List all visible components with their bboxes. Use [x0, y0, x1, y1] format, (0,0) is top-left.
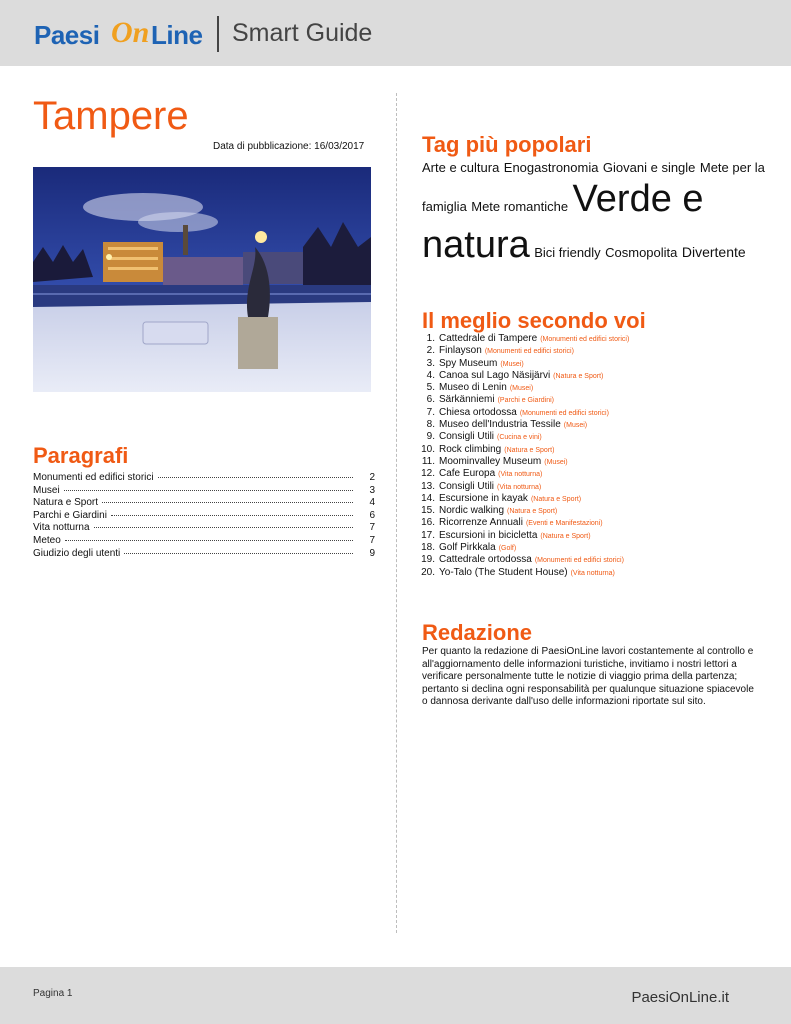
list-item[interactable]: [420, 444, 629, 456]
toc-label: Monumenti ed edifici storici: [33, 472, 154, 483]
list-item-category: (Vita notturna): [498, 471, 543, 479]
toc-leader: [64, 490, 353, 491]
list-item-name: Consigli Utili: [439, 480, 495, 492]
list-item-number: 13.: [421, 480, 435, 492]
tag-link[interactable]: Bici friendly: [534, 244, 601, 260]
toc-row[interactable]: [33, 535, 375, 548]
list-item[interactable]: [420, 419, 629, 431]
best-heading: Il meglio secondo voi: [422, 308, 646, 333]
tag-link[interactable]: Divertente: [681, 243, 746, 260]
list-item-name: Canoa sul Lago Näsijärvi: [439, 369, 551, 381]
list-item-category: (Musei): [544, 458, 568, 466]
list-item[interactable]: [420, 394, 629, 406]
list-item-category: (Monumenti ed edifici storici): [519, 409, 609, 417]
list-item[interactable]: [420, 517, 629, 529]
header-subtitle: Smart Guide: [232, 19, 373, 47]
list-item-number: 18.: [421, 542, 435, 554]
list-item-name: Särkänniemi: [439, 394, 495, 406]
toc-leader: [158, 477, 353, 478]
toc-page: 7: [369, 534, 375, 546]
list-item[interactable]: [420, 382, 629, 394]
list-item-category: (Vita notturna): [570, 569, 615, 577]
list-item-category: (Eventi e Manifestazioni): [525, 520, 603, 528]
toc-label: Musei: [33, 484, 60, 496]
list-item-name: Spy Museum: [439, 357, 498, 369]
toc-label: Giudizio degli utenti: [33, 547, 121, 559]
list-item-number: 2.: [426, 345, 435, 357]
tag-cloud: [422, 158, 767, 268]
list-item[interactable]: [420, 456, 629, 468]
tag-link[interactable]: Mete romantiche: [471, 199, 569, 215]
toc-leader: [111, 515, 353, 516]
list-item-number: 8.: [426, 419, 435, 431]
list-item-number: 15.: [421, 505, 435, 517]
list-item-number: 20.: [421, 566, 435, 578]
list-item-category: (Musei): [500, 360, 524, 368]
toc-leader: [94, 527, 353, 528]
toc-row[interactable]: [33, 485, 375, 498]
list-item-number: 11.: [421, 455, 435, 467]
list-item-number: 9.: [426, 431, 435, 443]
toc-leader: [102, 502, 353, 503]
list-item-number: 16.: [421, 517, 435, 529]
header-separator: [217, 16, 219, 52]
list-item[interactable]: [420, 431, 629, 443]
toc-page: 2: [369, 472, 375, 483]
redazione-text: Per quanto la redazione di PaesiOnLine lavori costantemente al controllo e all'aggiornamento delle informazioni turistiche, invitiamo i nostri lettori a verificare personalmente tutte le notizie di viaggio prima della partenza; pertanto si declina ogni responsabilità per qualunque situazione spiacevole o dannosa derivante dall'uso delle informazioni riportate sul sito.: [422, 646, 754, 708]
list-item-number: 4.: [426, 369, 435, 381]
list-item[interactable]: [420, 358, 629, 370]
list-item-number: 12.: [421, 468, 435, 480]
list-item-number: 5.: [426, 382, 435, 394]
toc-leader: [65, 540, 353, 541]
page-title: Tampere: [33, 94, 189, 138]
tag-link[interactable]: Arte e cultura: [422, 160, 500, 175]
list-item-number: 7.: [426, 406, 435, 418]
page-header: [0, 0, 791, 66]
publication-date: Data di pubblicazione: 16/03/2017: [213, 141, 365, 152]
toc-label: Natura e Sport: [33, 497, 99, 509]
list-item-category: (Natura e Sport): [553, 372, 604, 380]
list-item[interactable]: [420, 493, 629, 505]
list-item[interactable]: [420, 481, 629, 493]
list-item[interactable]: [420, 468, 629, 480]
toc-row[interactable]: [33, 522, 375, 535]
list-item-name: Nordic walking: [439, 505, 505, 517]
list-item-category: (Musei): [563, 422, 588, 430]
toc-page: 3: [369, 484, 375, 496]
list-item-number: 10.: [421, 443, 435, 455]
toc-page: 7: [369, 522, 375, 534]
tag-link[interactable]: Giovani e single: [602, 160, 696, 175]
list-item-category: (Monumenti ed edifici storici): [484, 348, 574, 356]
tag-link[interactable]: Verde e natura: [422, 178, 704, 266]
column-divider: [396, 93, 397, 933]
toc-label: Meteo: [33, 534, 61, 546]
paragraphs-heading: Paragrafi: [33, 443, 129, 468]
list-item[interactable]: [420, 333, 629, 345]
list-item-name: Museo dell'Industria Tessile: [439, 419, 561, 431]
logo-text-paesi: Paesi: [34, 20, 100, 50]
logo-text-on: On: [111, 16, 150, 49]
list-item-name: Ricorrenze Annuali: [439, 517, 523, 529]
tag-link[interactable]: Enogastronomia: [503, 160, 599, 175]
list-item-name: Escursioni in bicicletta: [439, 529, 538, 541]
list-item[interactable]: [420, 345, 629, 357]
tags-heading: Tag più popolari: [422, 132, 592, 157]
list-item-name: Finlayson: [439, 345, 482, 357]
list-item[interactable]: [420, 567, 629, 579]
list-item-name: Chiesa ortodossa: [439, 406, 517, 418]
list-item-category: (Parchi e Giardini): [497, 397, 555, 405]
list-item-category: (Natura e Sport): [504, 446, 555, 454]
list-item-name: Museo di Lenin: [439, 382, 507, 394]
list-item-category: (Natura e Sport): [507, 508, 558, 516]
toc-page: 9: [369, 547, 375, 559]
page-footer: [0, 967, 791, 1024]
list-item-category: (Monumenti ed edifici storici): [540, 336, 630, 343]
list-item[interactable]: [420, 407, 629, 419]
list-item-category: (Monumenti ed edifici storici): [534, 557, 624, 565]
redazione-heading: Redazione: [422, 620, 533, 645]
tag-link[interactable]: Cosmopolita: [605, 244, 678, 260]
city-photo: [33, 167, 371, 392]
list-item[interactable]: [420, 530, 629, 542]
list-item[interactable]: [420, 542, 629, 554]
list-item-category: (Natura e Sport): [530, 495, 582, 503]
list-item[interactable]: [420, 554, 629, 566]
list-item-number: 1.: [426, 333, 435, 344]
list-item-number: 17.: [421, 529, 435, 541]
site-link[interactable]: PaesiOnLine.it: [631, 989, 729, 1006]
list-item-category: (Natura e Sport): [540, 532, 591, 540]
list-item-name: Cattedrale di Tampere: [439, 333, 538, 344]
list-item[interactable]: [420, 370, 629, 382]
toc-page: 4: [369, 497, 375, 509]
page-number: Pagina 1: [33, 988, 73, 999]
toc-row[interactable]: [33, 510, 375, 523]
list-item-name: Golf Pirkkala: [439, 542, 496, 554]
list-item-name: Rock climbing: [439, 443, 502, 455]
list-item-category: (Vita notturna): [497, 483, 542, 491]
list-item-category: (Musei): [509, 385, 534, 393]
toc-row[interactable]: [33, 497, 375, 510]
list-item-name: Escursione in kayak: [439, 492, 528, 504]
toc-label: Vita notturna: [33, 522, 90, 534]
list-item[interactable]: [420, 505, 629, 517]
list-item-number: 3.: [426, 357, 435, 369]
toc-leader: [124, 553, 353, 554]
toc-label: Parchi e Giardini: [33, 509, 107, 521]
list-item-category: (Cucina e vini): [497, 434, 542, 442]
list-item-category: (Golf): [498, 545, 517, 553]
list-item-number: 14.: [421, 492, 435, 504]
toc-page: 6: [369, 509, 375, 521]
toc-row[interactable]: [33, 548, 375, 561]
table-of-contents: [33, 472, 375, 560]
toc-row[interactable]: [33, 472, 375, 485]
best-list: [420, 333, 629, 579]
list-item-name: Cafe Europa: [439, 468, 496, 480]
list-item-name: Moominvalley Museum: [439, 455, 542, 467]
list-item-name: Cattedrale ortodossa: [439, 554, 532, 566]
list-item-name: Consigli Utili: [439, 431, 495, 443]
logo-text-line: Line: [151, 20, 203, 50]
list-item-number: 19.: [421, 554, 435, 566]
tag-link[interactable]: Mete per la famiglia: [422, 160, 765, 215]
list-item-number: 6.: [426, 394, 435, 406]
list-item-name: Yo-Talo (The Student House): [439, 566, 568, 578]
